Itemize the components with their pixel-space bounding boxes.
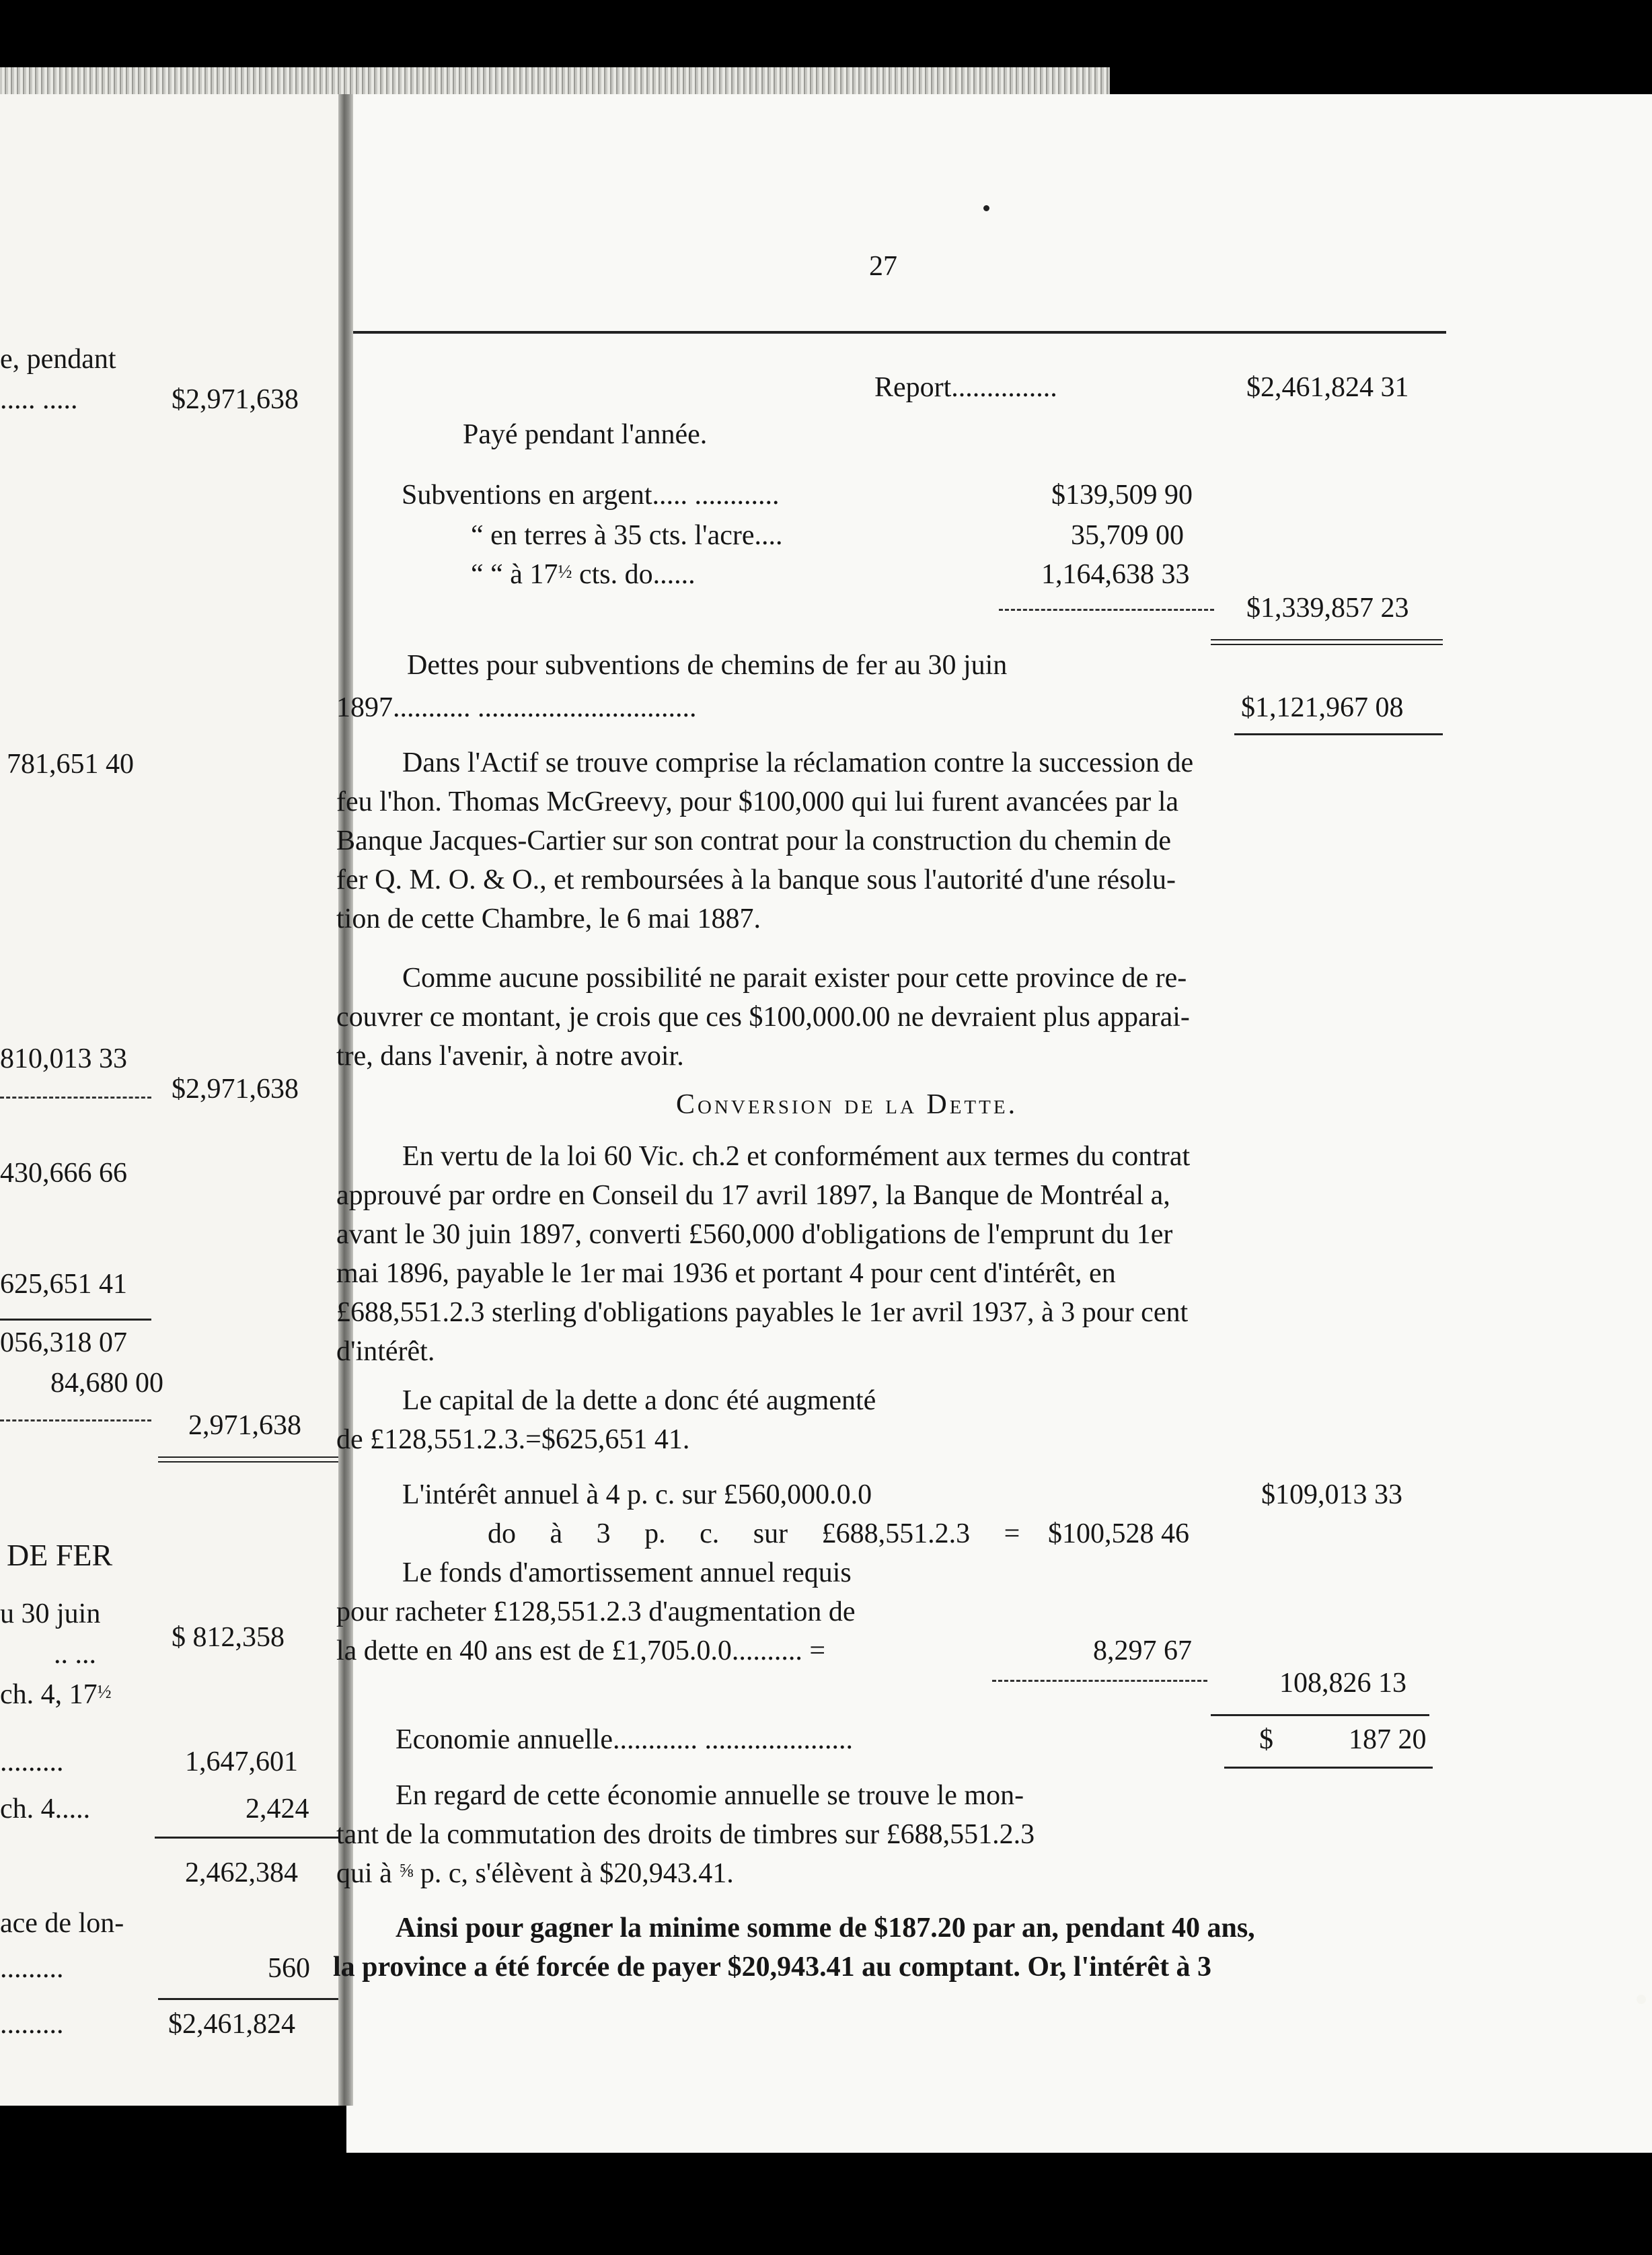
- left-line: .. ...: [54, 1639, 96, 1670]
- interest-amount: $109,013 33: [1261, 1479, 1402, 1510]
- para3-line: avant le 30 juin 1897, converti £560,000 d'obligations de l'emprunt du 1er: [336, 1219, 1173, 1250]
- interest-amount: $100,528 46: [1048, 1518, 1189, 1549]
- economie-label: Economie annuelle............ .....................: [396, 1724, 854, 1755]
- para5-line: la province a été forcée de payer $20,943.41 au comptant. Or, l'intérêt à 3: [333, 1952, 1212, 1983]
- left-line: ..... .....: [0, 384, 78, 415]
- para3-line: d'intérêt.: [336, 1336, 435, 1367]
- economie-amount: 187 20: [1349, 1724, 1427, 1755]
- left-line: $2,461,824: [168, 2009, 295, 2040]
- para2-line: couvrer ce montant, je crois que ces $100,000.00 ne devraient plus apparai-: [336, 1002, 1190, 1033]
- capital-line: de £128,551.2.3.=$625,651 41.: [336, 1424, 690, 1455]
- subv-amount: 35,709 00: [1071, 520, 1184, 551]
- left-rule: [0, 1319, 151, 1321]
- left-line: ace de lon-: [0, 1908, 124, 1939]
- para4-line: En regard de cette économie annuelle se trouve le mon-: [396, 1780, 1024, 1811]
- fonds-amount: 8,297 67: [1093, 1635, 1192, 1666]
- report-amount: $2,461,824 31: [1246, 372, 1409, 403]
- left-line: u 30 juin: [0, 1598, 101, 1629]
- para1-line: tion de cette Chambre, le 6 mai 1887.: [336, 903, 761, 934]
- left-page: [0, 94, 346, 2106]
- para2-line: Comme aucune possibilité ne parait exister pour cette province de re-: [402, 963, 1187, 994]
- left-line: 625,651 41: [0, 1269, 127, 1300]
- para3-line: En vertu de la loi 60 Vic. ch.2 et conformément aux termes du contrat: [402, 1141, 1191, 1172]
- left-line: 2,462,384: [185, 1857, 298, 1888]
- page-number: 27: [869, 251, 897, 282]
- left-rule: [0, 1419, 151, 1421]
- left-rule: [0, 1097, 151, 1099]
- para4-line: tant de la commutation des droits de timbres sur £688,551.2.3: [336, 1819, 1035, 1850]
- left-rule: [158, 1456, 340, 1463]
- left-line: ch. 4.....: [0, 1794, 91, 1824]
- left-line: 560: [268, 1953, 310, 1984]
- interest-line: do à 3 p. c. sur £688,551.2.3 =: [488, 1518, 1020, 1549]
- para1-line: Banque Jacques-Cartier sur son contrat pour la construction du chemin de: [336, 825, 1171, 856]
- left-line: 2,971,638: [188, 1410, 301, 1441]
- paid-heading: Payé pendant l'année.: [463, 419, 708, 450]
- left-line: 1,647,601: [185, 1746, 298, 1777]
- header-rule: [353, 331, 1446, 334]
- ink-speck: [1637, 1995, 1646, 2004]
- subv-label: “ “ à 17½ cts. do......: [471, 559, 696, 590]
- fonds-line: pour racheter £128,551.2.3 d'augmentation de: [336, 1596, 856, 1627]
- left-rule: [155, 1837, 343, 1839]
- economie-rule: [1224, 1767, 1433, 1769]
- left-line: $ 812,358: [172, 1622, 285, 1653]
- fonds-total: 108,826 13: [1279, 1668, 1406, 1699]
- ink-speck: [983, 205, 989, 211]
- para3-line: £688,551.2.3 sterling d'obligations payables le 1er avril 1937, à 3 pour cent: [336, 1297, 1189, 1328]
- para2-line: tre, dans l'avenir, à notre avoir.: [336, 1041, 684, 1072]
- left-line: 781,651 40: [7, 749, 134, 780]
- dettes-line: 1897........... ...............................: [336, 692, 697, 723]
- section-heading: Conversion de la Dette.: [676, 1089, 1018, 1120]
- left-line: 810,013 33: [0, 1043, 127, 1074]
- left-line: $2,971,638: [172, 384, 299, 415]
- left-line: .........: [0, 1953, 64, 1984]
- left-line: 84,680 00: [50, 1368, 163, 1399]
- left-line: 056,318 07: [0, 1327, 127, 1358]
- left-line: e, pendant: [0, 344, 116, 375]
- capital-line: Le capital de la dette a donc été augmenté: [402, 1385, 876, 1416]
- subv-total: $1,339,857 23: [1246, 593, 1409, 624]
- left-line: $2,971,638: [172, 1074, 299, 1105]
- subv-amount: $139,509 90: [1051, 480, 1193, 511]
- left-line: .........: [0, 1746, 64, 1777]
- subv-label: Subventions en argent..... ............: [402, 480, 780, 511]
- left-line: .........: [0, 2009, 64, 2040]
- dettes-rule: [1234, 733, 1443, 735]
- subv-amount: 1,164,638 33: [1041, 559, 1190, 590]
- fonds-rule: [992, 1680, 1207, 1682]
- dettes-amount: $1,121,967 08: [1241, 692, 1404, 723]
- para1-line: feu l'hon. Thomas McGreevy, pour $100,000 qui lui furent avancées par la: [336, 786, 1179, 817]
- para5-line: Ainsi pour gagner la minime somme de $187.20 par an, pendant 40 ans,: [396, 1913, 1255, 1944]
- total-rule: [1211, 639, 1443, 645]
- dettes-line: Dettes pour subventions de chemins de fer au 30 juin: [407, 650, 1008, 681]
- subtotal-rule: [999, 609, 1214, 611]
- subv-label: “ en terres à 35 cts. l'acre....: [471, 520, 783, 551]
- report-label: Report...............: [874, 372, 1057, 403]
- fonds-total-rule: [1211, 1714, 1429, 1716]
- para3-line: mai 1896, payable le 1er mai 1936 et portant 4 pour cent d'intérêt, en: [336, 1258, 1116, 1289]
- para4-line: qui à ⅝ p. c, s'élèvent à $20,943.41.: [336, 1858, 734, 1889]
- fonds-line: la dette en 40 ans est de £1,705.0.0.......... =: [336, 1635, 826, 1666]
- para1-line: Dans l'Actif se trouve comprise la réclamation contre la succession de: [402, 747, 1194, 778]
- left-heading: DE FER: [7, 1538, 113, 1572]
- fonds-line: Le fonds d'amortissement annuel requis: [402, 1557, 852, 1588]
- economie-dollar: $: [1259, 1724, 1273, 1755]
- left-line: 430,666 66: [0, 1158, 127, 1189]
- left-line: 2,424: [246, 1794, 309, 1824]
- page-binding: [338, 94, 353, 2106]
- interest-line: L'intérêt annuel à 4 p. c. sur £560,000.0.0: [402, 1479, 872, 1510]
- para1-line: fer Q. M. O. & O., et remboursées à la banque sous l'autorité d'une résolu-: [336, 864, 1176, 895]
- left-rule: [158, 1998, 343, 2000]
- para3-line: approuvé par ordre en Conseil du 17 avril 1897, la Banque de Montréal a,: [336, 1180, 1170, 1211]
- left-line: ch. 4, 17½: [0, 1679, 112, 1710]
